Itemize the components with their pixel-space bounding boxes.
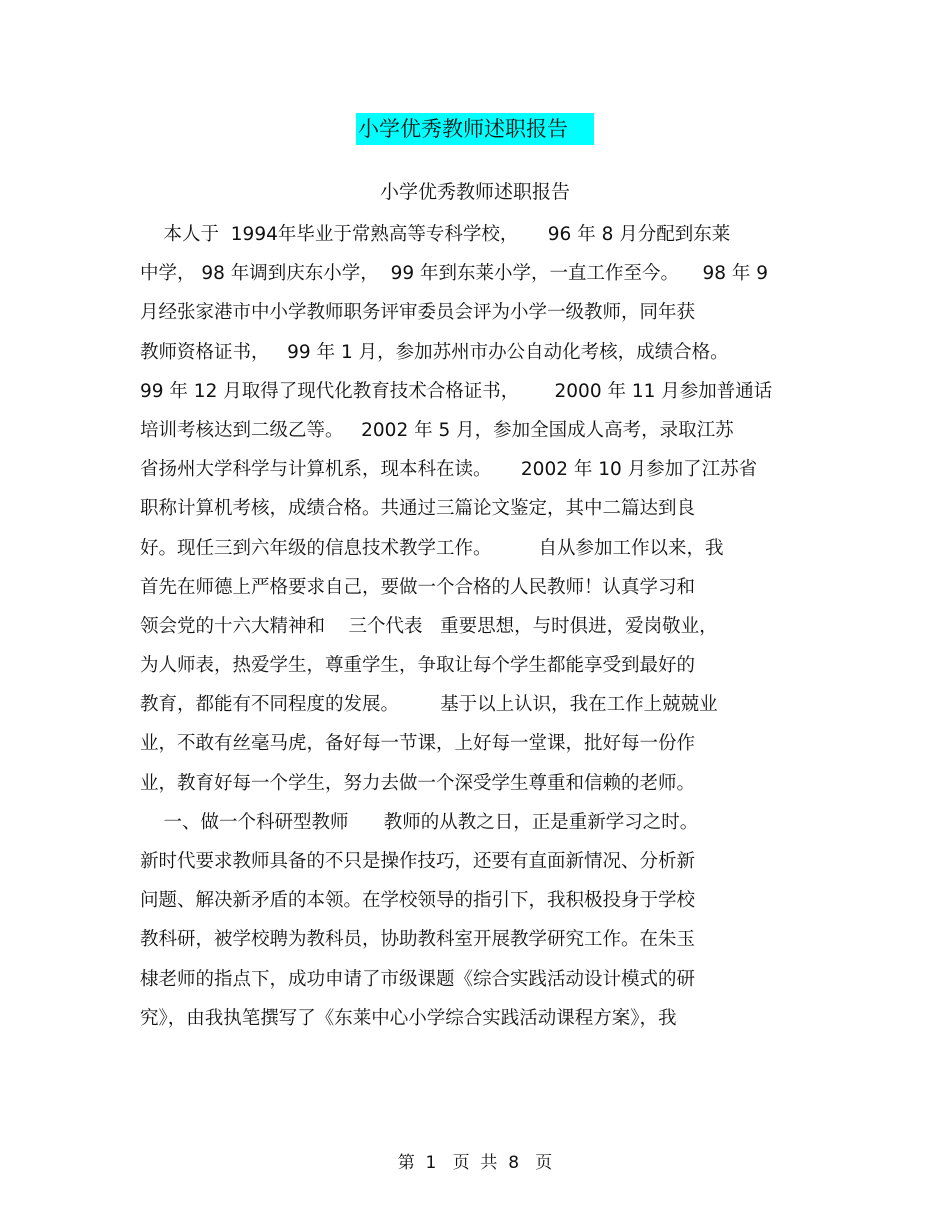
body-line: 究》，由我执笔撰写了《东莱中心小学综合实践活动课程方案》，我 <box>140 1007 677 1029</box>
document-body <box>140 215 830 1038</box>
body-line: 棣老师的指点下，成功申请了市级课题《综合实践活动设计模式的研 <box>140 968 696 990</box>
body-line: 领会党的十六大精神和 三个代表 重要思想，与时俱进，爱岗敬业， <box>140 615 718 637</box>
page-footer: 第 1 页 共 8 页 <box>397 1153 553 1173</box>
body-line: 教科研，被学校聘为教科员，协助教科室开展教学研究工作。在朱玉 <box>140 929 696 951</box>
body-line: 新时代要求教师具备的不只是操作技巧，还要有直面新情况、分析新 <box>140 851 696 872</box>
body-line: 99 年 12 月取得了现代化教育技术合格证书， 2000 年 11 月参加普通话 <box>140 380 773 402</box>
body-line: 问题、解决新矛盾的本领。在学校领导的指引下，我积极投身于学校 <box>140 890 696 912</box>
body-line: 好。现任三到六年级的信息技术教学工作。 自从参加工作以来，我 <box>140 537 724 559</box>
body-line: 培训考核达到二级乙等。 2002 年 5 月，参加全国成人高考，录取江苏 <box>140 419 734 441</box>
body-line: 业，教育好每一个学生，努力去做一个深受学生尊重和信赖的老师。 <box>140 772 696 794</box>
body-line: 本人于 1994年毕业于常熟高等专科学校， 96 年 8 月分配到东莱 <box>140 224 731 245</box>
body-line: 为人师表，热爱学生，尊重学生，争取让每个学生都能享受到最好的 <box>140 655 696 677</box>
body-line: 教育，都能有不同程度的发展。 基于以上认识，我在工作上兢兢业 <box>140 694 718 716</box>
document-subtitle: 小学优秀教师述职报告 <box>379 181 570 203</box>
body-line: 中学， 98 年调到庆东小学， 99 年到东莱小学，一直工作至今。 98 年 9 <box>140 263 769 285</box>
body-line: 省扬州大学科学与计算机系，现本科在读。 2002 年 10 月参加了江苏省 <box>140 459 758 481</box>
document-title-row <box>0 113 950 145</box>
body-line: 教师资格证书， 99 年 1 月，参加苏州市办公自动化考核，成绩合格。 <box>140 341 729 363</box>
body-line: 一、做一个科研型教师 教师的从教之日，正是重新学习之时。 <box>140 811 699 833</box>
body-line: 首先在师德上严格要求自己，要做一个合格的人民教师！认真学习和 <box>140 576 696 598</box>
body-line: 月经张家港市中小学教师职务评审委员会评为小学一级教师，同年获 <box>140 302 696 324</box>
body-line: 业，不敢有丝毫马虎，备好每一节课，上好每一堂课，批好每一份作 <box>140 733 696 755</box>
body-line: 职称计算机考核，成绩合格。共通过三篇论文鉴定，其中二篇达到良 <box>140 498 696 520</box>
document-title: 小学优秀教师述职报告 <box>356 113 594 145</box>
